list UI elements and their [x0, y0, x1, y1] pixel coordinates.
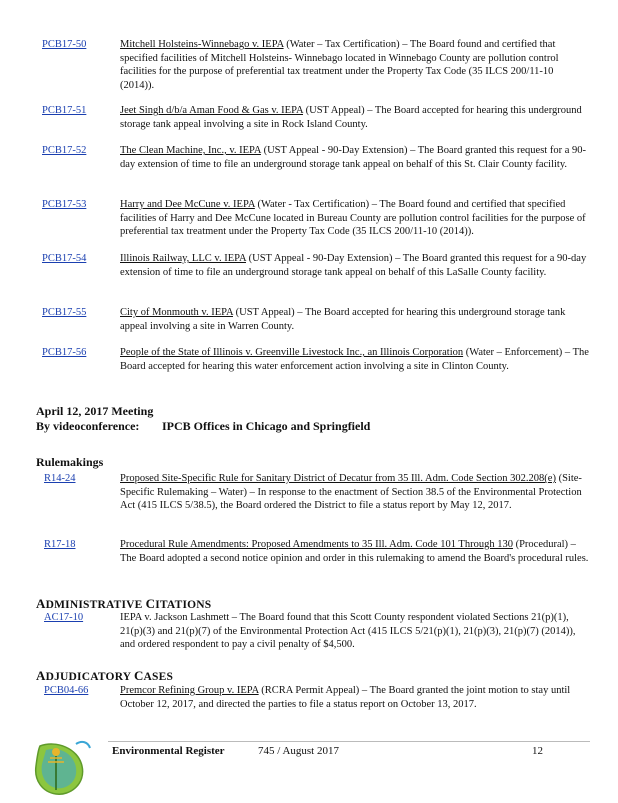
ipcb-logo-icon	[26, 736, 96, 798]
rulemaking-text: (Procedural) – The Board adopted a second notice opinion and order in this rulemaking to amend the Board's procedural rules.	[120, 539, 589, 564]
case-link[interactable]: PCB17-53	[42, 199, 87, 210]
adjudicatory-link[interactable]: PCB04-66	[44, 685, 89, 696]
case-link[interactable]: PCB17-50	[42, 39, 87, 50]
rulemakings-heading: Rulemakings	[36, 455, 104, 469]
case-title: Harry and Dee McCune v. IEPA	[120, 199, 255, 210]
case-title: The Clean Machine, Inc., v. IEPA	[120, 145, 261, 156]
case-link[interactable]: PCB17-55	[42, 307, 87, 318]
footer-publication: Environmental Register	[112, 745, 225, 757]
case-text: (UST Appeal) – The Board accepted for hearing this underground storage tank appeal involving a site in Warren County.	[120, 307, 566, 332]
case-title: Illinois Railway, LLC v. IEPA	[120, 253, 246, 264]
admin-citations-heading: ADMINISTRATIVE CITATIONS	[36, 596, 212, 611]
citation-text: IEPA v. Jackson Lashmett – The Board found that this Scott County respondent violated Sections 21(p)(1), 21(p)(3) and 21(p)(7) of the Environmental Protection Act (415 ILCS 5/21(p)(1), 21(p)(3), 21(p)(7) (2014)), and ordered respondent to pay a civil penalty of $4,500.	[120, 612, 576, 651]
case-link[interactable]: PCB17-51	[42, 105, 87, 116]
case-text: (UST Appeal - 90-Day Extension) – The Board granted this request for a 90-day extension of time to file an underground storage tank appeal on behalf of this LaSalle County facility.	[120, 253, 587, 278]
rulemaking-text: (Site-Specific Rulemaking – Water) – In response to the enactment of Section 38.5 of the Environmental Protection Act (415 ILCS 5/38.5), the Board ordered the District to file a status report by May 12, 2017.	[120, 473, 582, 512]
footer-page-number: 12	[532, 745, 543, 757]
case-entry	[42, 306, 590, 336]
rulemaking-entry	[44, 472, 590, 528]
case-link[interactable]: PCB17-56	[42, 347, 87, 358]
adjudicatory-entry	[44, 684, 590, 714]
case-text: (UST Appeal) – The Board accepted for hearing this underground storage tank appeal involving a site in Rock Island County.	[120, 105, 582, 130]
meeting-header	[36, 404, 370, 434]
rulemaking-title: Procedural Rule Amendments: Proposed Amendments to 35 Ill. Adm. Code 101 Through 130	[120, 539, 513, 550]
case-title: City of Monmouth v. IEPA	[120, 307, 233, 318]
adjudicatory-title: Premcor Refining Group v. IEPA	[120, 685, 259, 696]
case-title: Jeet Singh d/b/a Aman Food & Gas v. IEPA	[120, 105, 303, 116]
meeting-locations: IPCB Offices in Chicago and Springfield	[162, 419, 371, 433]
rulemaking-link[interactable]: R14-24	[44, 473, 76, 484]
case-title: People of the State of Illinois v. Greenville Livestock Inc., an Illinois Corporation	[120, 347, 464, 358]
case-link[interactable]: PCB17-52	[42, 145, 87, 156]
case-entry	[42, 252, 590, 296]
rulemaking-entry	[44, 538, 590, 580]
citation-entry	[44, 611, 590, 655]
adjudicatory-cases-heading: ADJUDICATORY CASES	[36, 668, 174, 683]
citation-link[interactable]: AC17-10	[44, 612, 84, 623]
case-entry	[42, 346, 590, 388]
footer-divider	[108, 741, 590, 742]
rulemaking-title: Proposed Site-Specific Rule for Sanitary District of Decatur from 35 Ill. Adm. Code Section 302.208(e)	[120, 473, 556, 484]
case-title: Mitchell Holsteins-Winnebago v. IEPA	[120, 39, 284, 50]
case-entry	[42, 104, 590, 134]
case-entry	[42, 198, 590, 242]
case-entry	[42, 144, 590, 186]
case-entry	[42, 38, 590, 94]
rulemaking-link[interactable]: R17-18	[44, 539, 76, 550]
case-text: (UST Appeal - 90-Day Extension) – The Board granted this request for a 90-day extension of time to file an underground storage tank appeal on behalf of this St. Clair County facility.	[120, 145, 586, 170]
case-text: (Water - Tax Certification) – The Board found and certified that specified facilities of Harry and Dee McCune located in Bureau County are pollution control facilities for the purpose of preferential tax treatment under the Property Tax Code (35 ILCS 200/11-10 (2014)).	[120, 199, 586, 238]
footer-issue: 745 / August 2017	[258, 745, 339, 757]
case-link[interactable]: PCB17-54	[42, 253, 87, 264]
case-text: (Water – Tax Certification) – The Board found and certified that specified facilities of Mitchell Holsteins- Winnebago located in Winnebago County are pollution control facilities for the purpose of preferential tax treatment under the Property Tax Code (35 ILCS 200/11-10 (2014)).	[120, 39, 559, 91]
adjudicatory-text: (RCRA Permit Appeal) – The Board granted the joint motion to stay until October 12, 2017, and directed the parties to file a status report on October 13, 2017.	[120, 685, 571, 710]
meeting-date: April 12, 2017 Meeting	[36, 404, 154, 418]
meeting-by-label: By videoconference:	[36, 419, 140, 433]
case-text: (Water – Enforcement) – The Board accepted for hearing this water enforcement action involving a site in Clinton County.	[120, 347, 589, 372]
